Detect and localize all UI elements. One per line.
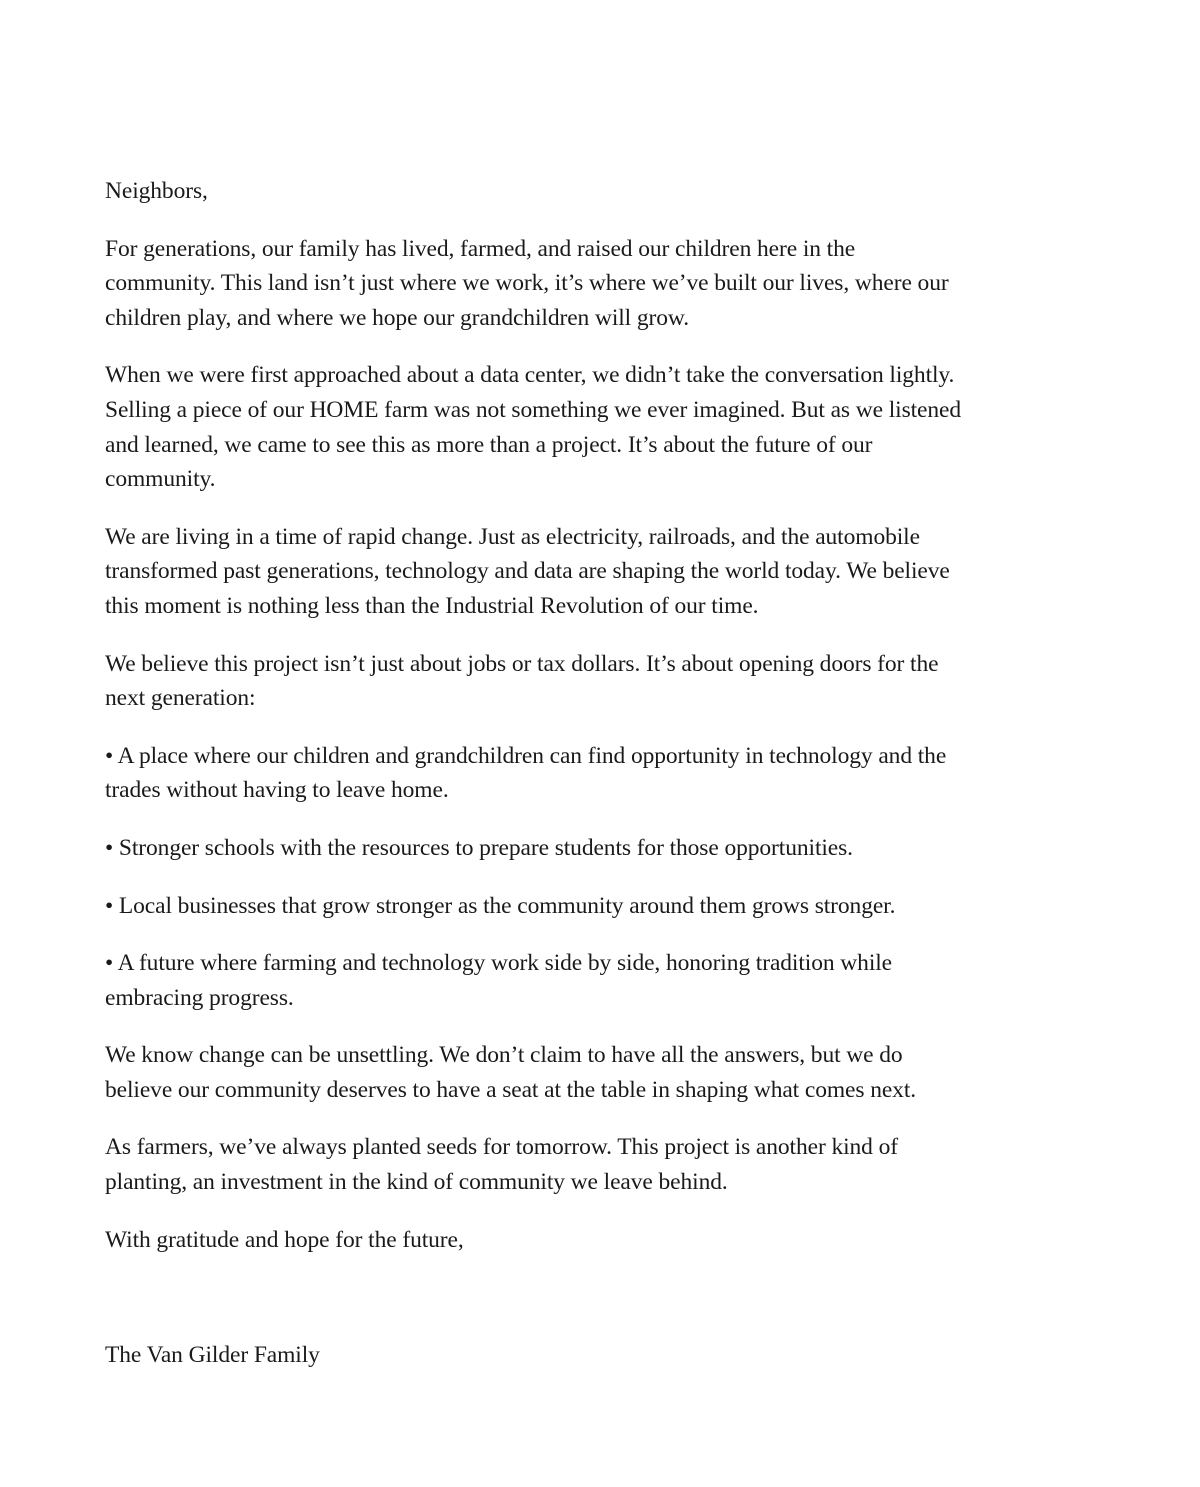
paragraph-next-generation [105, 647, 1115, 716]
letter-page [105, 174, 1115, 1396]
paragraph-line: and learned, we came to see this as more than a project. It’s about the future of our [105, 431, 873, 458]
paragraph-line: For generations, our family has lived, farmed, and raised our children here in the [105, 235, 856, 262]
bullet-line: • Stronger schools with the resources to prepare students for those opportunities. [105, 834, 853, 861]
paragraph-heritage [105, 232, 1115, 336]
bullet-line: trades without having to leave home. [105, 777, 449, 804]
paragraph-line: We know change can be unsettling. We don’t claim to have all the answers, but we do [105, 1042, 903, 1069]
bullet-line: • Local businesses that grow stronger as the community around them grows stronger. [105, 892, 896, 919]
paragraph-data-center [105, 358, 1115, 496]
salutation [105, 174, 1115, 209]
salutation-text: Neighbors, [105, 178, 208, 204]
paragraph-line: community. [105, 466, 216, 493]
bullet-line: • A place where our children and grandchildren can find opportunity in technology and the [105, 742, 947, 769]
paragraph-line: next generation: [105, 685, 256, 712]
paragraph-line: We believe this project isn’t just about jobs or tax dollars. It’s about opening doors for the [105, 650, 939, 677]
bullet-item-businesses [105, 889, 1115, 924]
valediction [105, 1223, 1115, 1258]
paragraph-line: As farmers, we’ve always planted seeds for tomorrow. This project is another kind of [105, 1134, 898, 1161]
paragraph-change-unsettling [105, 1038, 1115, 1107]
paragraph-line: community. This land isn’t just where we work, it’s where we’ve built our lives, where our [105, 270, 949, 297]
bullet-item-schools [105, 831, 1115, 866]
paragraph-line: planting, an investment in the kind of community we leave behind. [105, 1169, 728, 1196]
bullet-item-farming-technology [105, 946, 1115, 1015]
paragraph-line: children play, and where we hope our grandchildren will grow. [105, 304, 690, 331]
paragraph-line: We are living in a time of rapid change. Just as electricity, railroads, and the automobile [105, 523, 920, 550]
bullet-line: • A future where farming and technology work side by side, honoring tradition while [105, 950, 893, 977]
paragraph-line: transformed past generations, technology and data are shaping the world today. We believe [105, 558, 950, 585]
bullet-item-opportunity [105, 739, 1115, 808]
paragraph-line: believe our community deserves to have a seat at the table in shaping what comes next. [105, 1076, 917, 1103]
paragraph-line: this moment is nothing less than the Industrial Revolution of our time. [105, 592, 759, 619]
paragraph-rapid-change [105, 520, 1115, 624]
valediction-text: With gratitude and hope for the future, [105, 1226, 464, 1253]
paragraph-line: When we were first approached about a data center, we didn’t take the conversation lightly. [105, 362, 955, 389]
paragraph-line: Selling a piece of our HOME farm was not something we ever imagined. But as we listened [105, 396, 962, 423]
signature [105, 1338, 1115, 1373]
paragraph-planting-seeds [105, 1130, 1115, 1199]
bullet-line: embracing progress. [105, 984, 294, 1011]
signature-spacer [105, 1280, 1115, 1338]
signature-text: The Van Gilder Family [105, 1342, 320, 1369]
